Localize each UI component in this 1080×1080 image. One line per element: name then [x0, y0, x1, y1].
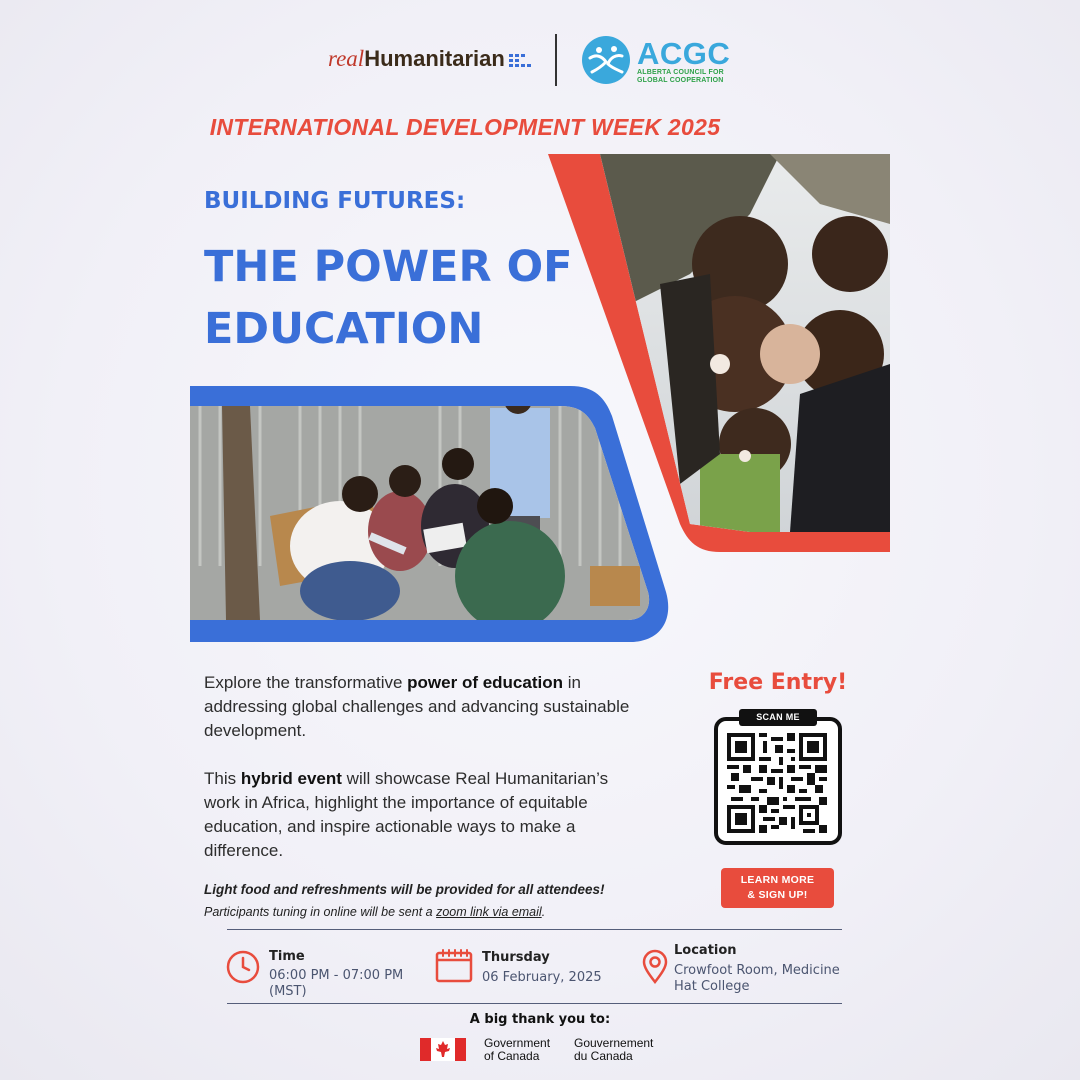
refreshments-note: Light food and refreshments will be provided for all attendees!: [204, 882, 605, 897]
event-description: [204, 671, 644, 887]
description-paragraph-1: [204, 671, 644, 743]
online-note-text: Participants tuning in online will be sent a: [204, 905, 437, 919]
scan-me-tag: SCAN ME: [739, 709, 817, 726]
gov-en-line1: Government: [484, 1036, 551, 1050]
event-title-line1: THE POWER OF: [204, 242, 573, 292]
info-divider-bottom: [227, 1003, 842, 1004]
date-label: Thursday: [482, 950, 550, 965]
desc-p1-text: Explore the transformative: [204, 673, 408, 692]
signup-line1: LEARN MORE: [740, 874, 815, 886]
gov-fr-line2: du Canada: [574, 1049, 633, 1063]
gov-fr-line1: Gouvernement: [574, 1036, 654, 1050]
event-title: [204, 236, 573, 360]
canada-flag-icon: [420, 1038, 466, 1061]
info-divider-top: [227, 929, 842, 930]
learn-more-signup-button[interactable]: [721, 868, 834, 908]
calendar-icon: [435, 947, 473, 985]
logo-text-real: real: [328, 46, 365, 71]
desc-p1-bold: power of education: [407, 673, 563, 692]
time-value: [269, 968, 403, 1000]
online-note: [204, 905, 545, 919]
clock-icon: [224, 948, 262, 986]
signup-line2: & SIGN UP!: [747, 889, 808, 901]
thanks-heading: A big thank you to:: [469, 1012, 611, 1027]
location-label: Location: [674, 943, 737, 958]
government-of-canada-fr: [574, 1037, 653, 1063]
acgc-logo-icon: [582, 36, 630, 84]
time-value-line2: (MST): [269, 984, 307, 999]
acgc-name: ACGC: [637, 36, 731, 71]
time-value-line1: 06:00 PM - 07:00 PM: [269, 968, 404, 983]
location-value: [674, 963, 840, 995]
desc-p2-text: This: [204, 769, 241, 788]
date-value: 06 February, 2025: [482, 970, 602, 985]
acgc-sub-line2: GLOBAL COOPERATION: [637, 77, 724, 84]
zoom-link[interactable]: zoom link via email: [436, 905, 542, 919]
event-title-line2: EDUCATION: [204, 304, 484, 354]
location-value-line2: Hat College: [674, 979, 750, 994]
logo-text-humanitarian: Humanitarian: [364, 46, 505, 71]
gov-en-line2: of Canada: [484, 1049, 540, 1063]
event-subtitle: BUILDING FUTURES:: [204, 188, 466, 214]
location-value-line1: Crowfoot Room, Medicine: [674, 963, 840, 978]
government-of-canada-en: [484, 1037, 550, 1063]
free-entry-label: Free Entry!: [708, 670, 848, 695]
real-humanitarian-logo: [328, 46, 532, 72]
time-label: Time: [269, 949, 305, 964]
location-pin-icon: [636, 948, 674, 986]
logo-divider: [555, 34, 557, 86]
event-banner: INTERNATIONAL DEVELOPMENT WEEK 2025: [209, 114, 721, 140]
photo-students-reading: [190, 386, 670, 642]
desc-p1-text-end: in addressing global challenges and advancing sustainable development.: [204, 673, 630, 740]
description-paragraph-2: [204, 767, 644, 863]
online-note-end: .: [541, 905, 546, 919]
qr-code-icon[interactable]: [727, 733, 827, 833]
desc-p2-text-end: will showcase Real Humanitarian’s work in Africa, highlight the importance of equitable education, and inspire actionable ways to make a difference.: [204, 769, 609, 860]
desc-p2-bold: hybrid event: [240, 769, 342, 788]
acgc-sub-line1: ALBERTA COUNCIL FOR: [637, 69, 724, 76]
logo-dots-icon: [508, 53, 532, 67]
acgc-subtitle: [637, 69, 757, 85]
